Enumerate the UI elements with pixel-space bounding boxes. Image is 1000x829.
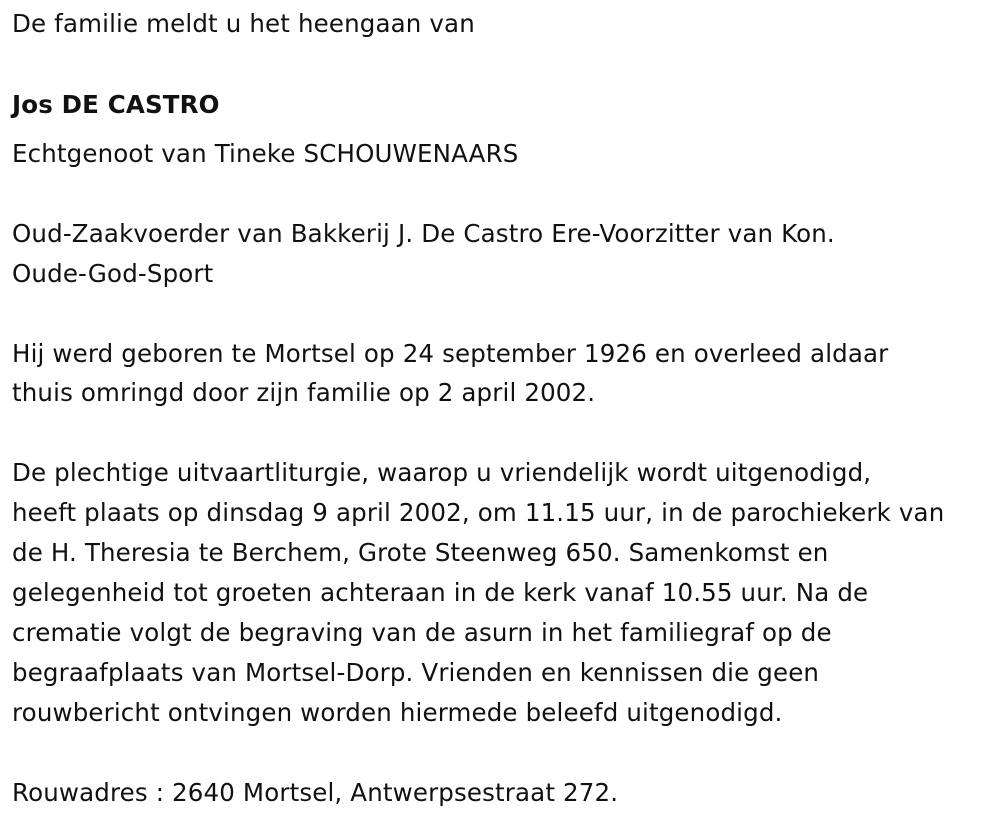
birth-death-line-1: Hij werd geboren te Mortsel op 24 september 1926 en overleed aldaar: [12, 339, 889, 368]
titles-line-2: Oude-God-Sport: [12, 259, 214, 288]
intro-text: De familie meldt u het heengaan van: [12, 9, 475, 38]
spouse-text: Echtgenoot van Tineke SCHOUWENAARS: [12, 139, 519, 168]
funeral-line-6: begraafplaats van Mortsel-Dorp. Vrienden en kennissen die geen: [12, 658, 820, 687]
funeral-line-4: gelegenheid tot groeten achteraan in de kerk vanaf 10.55 uur. Na de: [12, 578, 869, 607]
titles-line-1: Oud-Zaakvoerder van Bakkerij J. De Castro Ere-Voorzitter van Kon.: [12, 219, 835, 248]
mourning-address: Rouwadres : 2640 Mortsel, Antwerpsestraat 272.: [12, 778, 619, 807]
funeral-line-3: de H. Theresia te Berchem, Grote Steenweg 650. Samenkomst en: [12, 538, 829, 567]
funeral-line-2: heeft plaats op dinsdag 9 april 2002, om 11.15 uur, in de parochiekerk van: [12, 498, 945, 527]
funeral-line-7: rouwbericht ontvingen worden hiermede beleefd uitgenodigd.: [12, 698, 783, 727]
funeral-line-5: crematie volgt de begraving van de asurn in het familiegraf op de: [12, 618, 832, 647]
birth-death-line-2: thuis omringd door zijn familie op 2 april 2002.: [12, 378, 596, 407]
deceased-name: Jos DE CASTRO: [12, 90, 220, 119]
funeral-line-1: De plechtige uitvaartliturgie, waarop u vriendelijk wordt uitgenodigd,: [12, 458, 872, 487]
